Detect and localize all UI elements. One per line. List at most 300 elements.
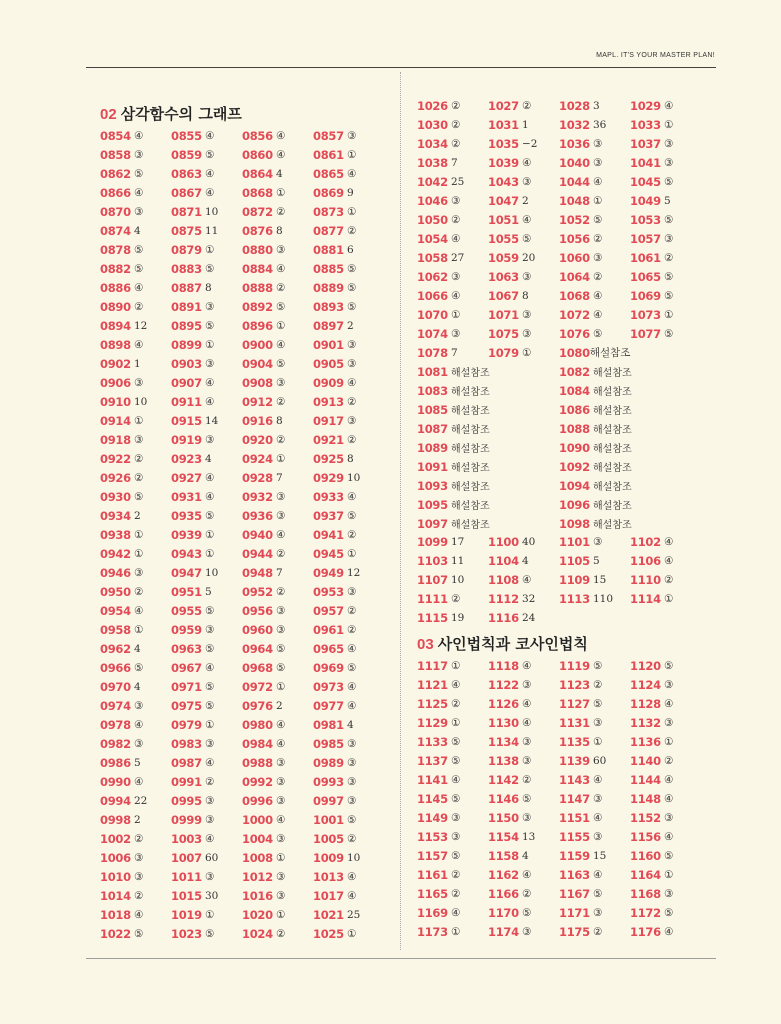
answer-cell <box>171 506 242 525</box>
answer-cell <box>559 608 630 627</box>
answer-value: ⑤ <box>347 813 357 826</box>
answer-value: ③ <box>451 327 461 340</box>
question-number: 1163 <box>559 867 590 882</box>
question-number: 0936 <box>242 508 273 523</box>
question-number: 0890 <box>100 299 131 314</box>
question-number: 1149 <box>417 810 448 825</box>
question-number: 1079 <box>488 345 519 360</box>
question-number: 0966 <box>100 660 131 675</box>
question-number: 0942 <box>100 546 131 561</box>
answer-cell <box>417 343 488 362</box>
answer-cell <box>100 810 171 829</box>
question-number: 0934 <box>100 508 131 523</box>
answer-cell <box>559 827 630 846</box>
answer-cell <box>630 532 701 551</box>
question-number: 1152 <box>630 810 661 825</box>
answer-cell <box>242 373 313 392</box>
answer-cell <box>559 551 630 570</box>
answer-value: ④ <box>593 308 603 321</box>
answer-cell <box>630 789 701 808</box>
answer-value: ⑤ <box>205 642 215 655</box>
question-number: 1161 <box>417 867 448 882</box>
answer-cell <box>171 373 242 392</box>
question-number: 1081 <box>417 364 448 379</box>
question-number: 1042 <box>417 174 448 189</box>
answer-cell <box>630 172 701 191</box>
question-number: 0931 <box>171 489 202 504</box>
question-number: 1046 <box>417 193 448 208</box>
answer-cell <box>242 696 313 715</box>
answer-cell <box>559 589 630 608</box>
question-number: 0996 <box>242 793 273 808</box>
question-number: 1065 <box>630 269 661 284</box>
answer-cell <box>100 867 171 886</box>
question-number: 1008 <box>242 850 273 865</box>
question-number: 1146 <box>488 791 519 806</box>
answer-value: ③ <box>134 433 144 446</box>
answer-value: ② <box>451 592 461 605</box>
answer-value: 60 <box>205 851 219 864</box>
answer-cell <box>630 656 701 675</box>
answer-cell <box>100 544 171 563</box>
answer-value: 해설참조 <box>451 463 490 474</box>
answer-cell <box>100 411 171 430</box>
answer-cell <box>488 115 559 134</box>
answer-cell <box>171 810 242 829</box>
answer-cell <box>313 848 384 867</box>
answer-cell <box>171 430 242 449</box>
question-number: 1102 <box>630 534 661 549</box>
answer-cell <box>559 570 630 589</box>
answer-value: ④ <box>451 773 461 786</box>
answer-cell <box>171 677 242 696</box>
question-number: 0902 <box>100 356 131 371</box>
question-number: 0944 <box>242 546 273 561</box>
answer-cell <box>100 468 171 487</box>
question-number: 1086 <box>559 402 590 417</box>
answer-cell <box>630 570 701 589</box>
answer-cell <box>313 392 384 411</box>
question-number: 0956 <box>242 603 273 618</box>
answer-value: ③ <box>276 243 286 256</box>
answer-cell <box>559 476 701 495</box>
question-number: 1030 <box>417 117 448 132</box>
answer-cell <box>630 229 701 248</box>
answer-cell <box>488 532 559 551</box>
answer-grid-reference-items <box>417 362 701 533</box>
answer-value: ⑤ <box>276 357 286 370</box>
answer-cell <box>630 808 701 827</box>
question-number: 1077 <box>630 326 661 341</box>
question-number: 1137 <box>417 753 448 768</box>
answer-cell <box>242 183 313 202</box>
answer-cell <box>313 145 384 164</box>
answer-cell <box>630 96 701 115</box>
question-number: 1036 <box>559 136 590 151</box>
answer-value: ④ <box>347 167 357 180</box>
answer-cell <box>171 259 242 278</box>
answer-cell <box>559 789 630 808</box>
answer-cell <box>171 753 242 772</box>
answer-value: ② <box>664 754 674 767</box>
question-number: 1073 <box>630 307 661 322</box>
answer-value: ① <box>451 659 461 672</box>
question-number: 1116 <box>488 610 519 625</box>
question-number: 0975 <box>171 698 202 713</box>
answer-value: ② <box>276 547 286 560</box>
answer-cell <box>100 164 171 183</box>
answer-value: ② <box>276 585 286 598</box>
answer-value: 해설참조 <box>451 406 490 417</box>
question-number: 1059 <box>488 250 519 265</box>
answer-value: ② <box>347 528 357 541</box>
question-number: 1099 <box>417 534 448 549</box>
answer-value: ① <box>205 908 215 921</box>
answer-value: ③ <box>347 794 357 807</box>
answer-cell <box>242 905 313 924</box>
question-number: 0870 <box>100 204 131 219</box>
answer-value: 36 <box>593 118 607 131</box>
answer-value: 17 <box>451 535 465 548</box>
answer-cell <box>171 791 242 810</box>
question-number: 1106 <box>630 553 661 568</box>
question-number: 1043 <box>488 174 519 189</box>
answer-value: 7 <box>451 346 458 359</box>
answer-cell <box>417 172 488 191</box>
question-number: 0874 <box>100 223 131 238</box>
question-number: 0937 <box>313 508 344 523</box>
question-number: 1028 <box>559 98 590 113</box>
answer-value: ② <box>347 604 357 617</box>
answer-cell <box>171 544 242 563</box>
answer-value: ④ <box>205 756 215 769</box>
question-number: 0990 <box>100 774 131 789</box>
answer-cell <box>313 620 384 639</box>
answer-value: 15 <box>593 573 607 586</box>
question-number: 0921 <box>313 432 344 447</box>
question-number: 1113 <box>559 591 590 606</box>
answer-value: ④ <box>205 471 215 484</box>
question-number: 1117 <box>417 658 448 673</box>
answer-value: ⑤ <box>205 927 215 940</box>
answer-cell <box>417 153 488 172</box>
answer-grid-section-02 <box>100 126 384 943</box>
question-number: 1136 <box>630 734 661 749</box>
answer-value: 8 <box>276 414 283 427</box>
question-number: 0914 <box>100 413 131 428</box>
answer-value: ⑤ <box>205 509 215 522</box>
question-number: 0979 <box>171 717 202 732</box>
question-number: 0919 <box>171 432 202 447</box>
answer-cell <box>417 476 559 495</box>
answer-cell <box>171 240 242 259</box>
answer-cell <box>242 791 313 810</box>
answer-cell <box>242 563 313 582</box>
answer-value: 30 <box>205 889 219 902</box>
answer-value: ② <box>134 471 144 484</box>
answer-value: ③ <box>205 737 215 750</box>
answer-value: ⑤ <box>347 509 357 522</box>
answer-cell <box>488 589 559 608</box>
answer-cell <box>488 324 559 343</box>
answer-cell <box>630 267 701 286</box>
question-number: 1067 <box>488 288 519 303</box>
question-number: 1010 <box>100 869 131 884</box>
answer-cell <box>488 751 559 770</box>
answer-value: ③ <box>522 735 532 748</box>
question-number: 1006 <box>100 850 131 865</box>
answer-cell <box>242 620 313 639</box>
answer-cell <box>630 115 701 134</box>
answer-value: ⑤ <box>134 262 144 275</box>
answer-cell <box>313 544 384 563</box>
answer-value: ② <box>276 205 286 218</box>
answer-cell <box>630 191 701 210</box>
question-number: 0906 <box>100 375 131 390</box>
answer-cell <box>630 343 701 362</box>
question-number: 0965 <box>313 641 344 656</box>
answer-value: 12 <box>347 566 361 579</box>
answer-value: ② <box>593 270 603 283</box>
answer-cell <box>313 810 384 829</box>
question-number: 1168 <box>630 886 661 901</box>
answer-value: ③ <box>347 357 357 370</box>
answer-value: ③ <box>664 887 674 900</box>
question-number: 1014 <box>100 888 131 903</box>
answer-cell <box>171 221 242 240</box>
answer-value: 2 <box>276 699 283 712</box>
question-number: 1024 <box>242 926 273 941</box>
question-number: 0970 <box>100 679 131 694</box>
question-number: 1050 <box>417 212 448 227</box>
answer-cell <box>417 229 488 248</box>
answer-cell <box>630 865 701 884</box>
answer-value: ① <box>205 718 215 731</box>
answer-cell <box>630 248 701 267</box>
question-number: 0963 <box>171 641 202 656</box>
question-number: 1165 <box>417 886 448 901</box>
answer-value: ④ <box>205 832 215 845</box>
answer-cell <box>313 696 384 715</box>
question-number: 0887 <box>171 280 202 295</box>
question-number: 1132 <box>630 715 661 730</box>
answer-cell <box>100 202 171 221</box>
answer-value: ② <box>451 887 461 900</box>
question-number: 1027 <box>488 98 519 113</box>
answer-value: ③ <box>522 925 532 938</box>
question-number: 1101 <box>559 534 590 549</box>
answer-value: ② <box>451 213 461 226</box>
answer-cell <box>100 734 171 753</box>
answer-value: 8 <box>522 289 529 302</box>
answer-value: ③ <box>664 137 674 150</box>
question-number: 1141 <box>417 772 448 787</box>
answer-value: ⑤ <box>522 906 532 919</box>
answer-cell <box>171 487 242 506</box>
question-number: 1166 <box>488 886 519 901</box>
question-number: 0923 <box>171 451 202 466</box>
answer-cell <box>488 675 559 694</box>
answer-value: ① <box>276 908 286 921</box>
answer-value: ④ <box>664 697 674 710</box>
question-number: 1097 <box>417 516 448 531</box>
answer-value: ① <box>134 414 144 427</box>
question-number: 0978 <box>100 717 131 732</box>
answer-value: ④ <box>134 129 144 142</box>
question-number: 1022 <box>100 926 131 941</box>
answer-value: 11 <box>451 554 465 567</box>
answer-cell <box>630 884 701 903</box>
answer-cell <box>313 183 384 202</box>
answer-value: 해설참조 <box>593 368 632 379</box>
answer-value: 10 <box>205 205 219 218</box>
question-number: 0988 <box>242 755 273 770</box>
answer-cell <box>417 770 488 789</box>
answer-cell <box>171 468 242 487</box>
answer-value: ③ <box>664 678 674 691</box>
answer-cell <box>630 324 701 343</box>
answer-value: ① <box>205 528 215 541</box>
answer-grid-section-02-end <box>417 532 701 627</box>
answer-value: ② <box>593 678 603 691</box>
question-number: 1011 <box>171 869 202 884</box>
answer-value: ② <box>347 623 357 636</box>
question-number: 1145 <box>417 791 448 806</box>
question-number: 0911 <box>171 394 202 409</box>
answer-value: 24 <box>522 611 536 624</box>
answer-value: ① <box>593 735 603 748</box>
answer-cell <box>559 134 630 153</box>
question-number: 1100 <box>488 534 519 549</box>
section-number: 03 <box>417 636 434 653</box>
question-number: 0894 <box>100 318 131 333</box>
answer-value: 19 <box>451 611 465 624</box>
answer-value: 7 <box>276 471 283 484</box>
answer-cell <box>417 248 488 267</box>
question-number: 1147 <box>559 791 590 806</box>
question-number: 1087 <box>417 421 448 436</box>
question-number: 1088 <box>559 421 590 436</box>
question-number: 0968 <box>242 660 273 675</box>
answer-cell <box>100 487 171 506</box>
answer-cell <box>242 810 313 829</box>
answer-value: 4 <box>134 224 141 237</box>
answer-cell <box>417 457 559 476</box>
answer-cell <box>417 608 488 627</box>
question-number: 1150 <box>488 810 519 825</box>
answer-value: 10 <box>347 471 361 484</box>
question-number: 0908 <box>242 375 273 390</box>
question-number: 1162 <box>488 867 519 882</box>
answer-value: ⑤ <box>205 148 215 161</box>
answer-cell <box>559 419 701 438</box>
answer-cell <box>171 164 242 183</box>
question-number: 0899 <box>171 337 202 352</box>
question-number: 0915 <box>171 413 202 428</box>
answer-value: ③ <box>593 156 603 169</box>
question-number: 0938 <box>100 527 131 542</box>
answer-cell <box>630 675 701 694</box>
answer-cell <box>242 468 313 487</box>
answer-cell <box>488 570 559 589</box>
question-number: 1048 <box>559 193 590 208</box>
answer-value: ③ <box>522 327 532 340</box>
answer-cell <box>559 362 701 381</box>
answer-cell <box>417 305 488 324</box>
answer-cell <box>417 884 488 903</box>
answer-value: ④ <box>205 395 215 408</box>
answer-cell <box>242 772 313 791</box>
answer-cell <box>171 848 242 867</box>
answer-value: ① <box>134 547 144 560</box>
answer-value: ③ <box>134 148 144 161</box>
answer-cell <box>100 297 171 316</box>
answer-cell <box>488 229 559 248</box>
answer-cell <box>559 675 630 694</box>
question-number: 1109 <box>559 572 590 587</box>
question-number: 0925 <box>313 451 344 466</box>
answer-value: ③ <box>134 737 144 750</box>
answer-cell <box>242 867 313 886</box>
answer-value: ① <box>664 118 674 131</box>
question-number: 1068 <box>559 288 590 303</box>
question-number: 0973 <box>313 679 344 694</box>
answer-cell <box>242 639 313 658</box>
answer-cell <box>100 620 171 639</box>
answer-cell <box>171 411 242 430</box>
answer-cell <box>417 551 488 570</box>
answer-value: ③ <box>451 811 461 824</box>
answer-value: ③ <box>664 156 674 169</box>
answer-value: ⑤ <box>276 642 286 655</box>
answer-cell <box>417 210 488 229</box>
header-tagline: MAPL. IT'S YOUR MASTER PLAN! <box>596 52 715 59</box>
question-number: 1004 <box>242 831 273 846</box>
answer-cell <box>559 438 701 457</box>
answer-value: ③ <box>276 889 286 902</box>
answer-cell <box>488 903 559 922</box>
answer-cell <box>242 829 313 848</box>
question-number: 1018 <box>100 907 131 922</box>
answer-value: ⑤ <box>134 661 144 674</box>
answer-value: ⑤ <box>134 167 144 180</box>
answer-cell <box>100 829 171 848</box>
question-number: 0877 <box>313 223 344 238</box>
answer-cell <box>100 886 171 905</box>
answer-cell <box>559 191 630 210</box>
question-number: 1158 <box>488 848 519 863</box>
question-number: 1074 <box>417 326 448 341</box>
answer-cell <box>242 259 313 278</box>
question-number: 0949 <box>313 565 344 580</box>
answer-value: ④ <box>522 659 532 672</box>
question-number: 0871 <box>171 204 202 219</box>
answer-value: 2 <box>134 813 141 826</box>
answer-cell <box>417 324 488 343</box>
answer-cell <box>488 248 559 267</box>
answer-cell <box>171 639 242 658</box>
question-number: 1062 <box>417 269 448 284</box>
answer-value: ⑤ <box>664 659 674 672</box>
question-number: 0951 <box>171 584 202 599</box>
answer-cell <box>488 96 559 115</box>
answer-value: ④ <box>276 129 286 142</box>
question-number: 1127 <box>559 696 590 711</box>
answer-cell <box>417 656 488 675</box>
question-number: 1138 <box>488 753 519 768</box>
answer-value: ① <box>593 194 603 207</box>
answer-grid-section-03 <box>417 656 701 941</box>
